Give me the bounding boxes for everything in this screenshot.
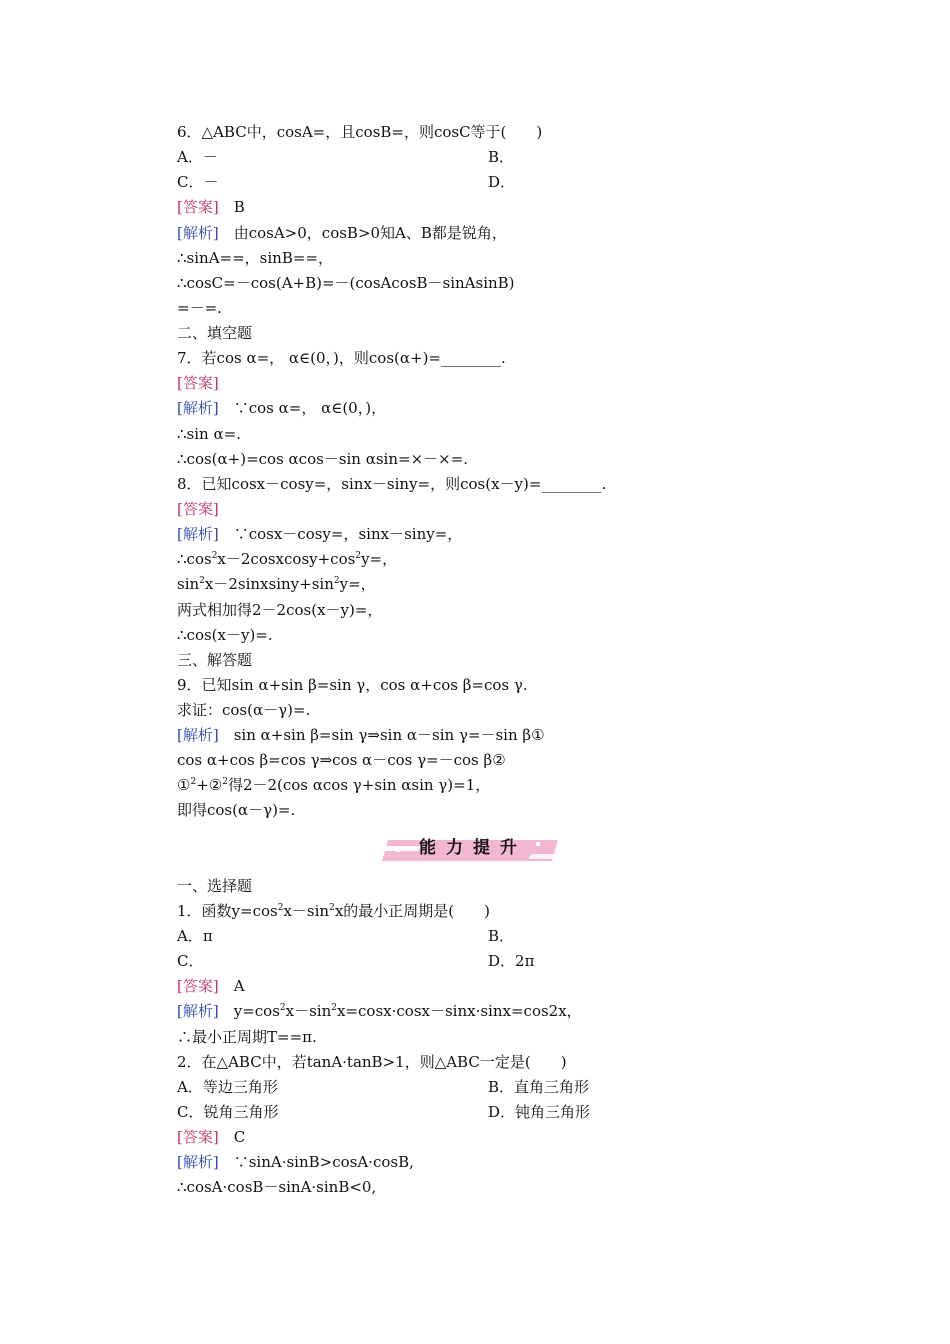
text-part: x－sin bbox=[285, 1002, 332, 1020]
analysis-line bbox=[177, 223, 507, 243]
section-banner bbox=[382, 834, 564, 864]
analysis-text: ∵sinA·sinB>cosA·cosB, bbox=[218, 1153, 414, 1171]
text-line: =－=. bbox=[177, 299, 222, 317]
section-heading: 三、解答题 bbox=[177, 651, 253, 669]
analysis-line bbox=[177, 398, 386, 418]
section-heading: 一、选择题 bbox=[177, 877, 253, 895]
text-line bbox=[177, 574, 376, 594]
superscript: 2 bbox=[329, 903, 335, 913]
answer-line bbox=[177, 197, 245, 217]
text-line: ∴cos(α+)=cos αcos－sin αsin=×－×=. bbox=[177, 450, 469, 468]
question-8: 8．已知cosx－cosy=，sinx－siny=，则cos(x－y)=________. bbox=[177, 475, 607, 493]
analysis-tag: [解析] bbox=[177, 224, 219, 242]
superscript: 2 bbox=[277, 903, 284, 913]
text-line: ∴cosA·cosB－sinA·sinB<0, bbox=[177, 1178, 377, 1196]
analysis-text: ∵cos α=， α∈(0，)， bbox=[218, 399, 387, 417]
text-part: ① bbox=[177, 776, 191, 794]
analysis-text: ∵cosx－cosy=，sinx－siny=， bbox=[218, 525, 463, 543]
text-line: ∴sinA==，sinB==， bbox=[177, 249, 333, 267]
text-part: 1．函数y=cos bbox=[177, 902, 278, 920]
option-c: C．锐角三角形 bbox=[177, 1103, 279, 1121]
text-line: cos α+cos β=cos γ⇒cos α－cos γ=－cos β② bbox=[177, 751, 506, 769]
option-b: B． bbox=[488, 927, 515, 945]
text-line: ∴sin α=. bbox=[177, 425, 241, 443]
text-part: 得2－2(cos αcos γ+sin αsin γ)=1， bbox=[227, 776, 491, 794]
text-line: ∴cos(x－y)=. bbox=[177, 626, 273, 644]
text-part: sin bbox=[177, 575, 200, 593]
question-2: 2．在△ABC中，若tanA·tanB>1，则△ABC一定是( ) bbox=[177, 1053, 567, 1071]
superscript: 2 bbox=[279, 1003, 286, 1013]
question-9: 9．已知sin α+sin β=sin γ，cos α+cos β=cos γ. bbox=[177, 676, 528, 694]
text-part: x－2cosxcosy+cos bbox=[217, 550, 356, 568]
superscript: 2 bbox=[211, 551, 218, 561]
text-line: 两式相加得2－2cos(x－y)=， bbox=[177, 601, 383, 619]
option-c: C． bbox=[177, 952, 204, 970]
text-line: ∴最小正周期T==π. bbox=[177, 1028, 317, 1046]
answer-line bbox=[177, 976, 245, 996]
superscript: 2 bbox=[199, 576, 205, 586]
text-part: y=， bbox=[361, 550, 398, 568]
superscript: 2 bbox=[355, 551, 362, 561]
text-part: x－sin bbox=[283, 902, 330, 920]
option-a: A．－ bbox=[177, 148, 218, 166]
analysis-tag: [解析] bbox=[177, 399, 219, 417]
answer-tag: [答案] bbox=[177, 500, 219, 518]
text-part: x－2sinxsiny+sin bbox=[204, 575, 334, 593]
analysis-tag: [解析] bbox=[177, 726, 219, 744]
option-b: B．直角三角形 bbox=[488, 1078, 590, 1096]
superscript: 2 bbox=[190, 777, 197, 787]
option-b: B． bbox=[488, 148, 515, 166]
answer-value: A bbox=[218, 977, 245, 995]
text-line bbox=[177, 775, 490, 795]
section-heading: 二、填空题 bbox=[177, 324, 253, 342]
text-line: ∴cosC=－cos(A+B)=－(cosAcosB－sinAsinB) bbox=[177, 274, 515, 292]
option-d: D．2π bbox=[488, 952, 535, 970]
text-part: x的最小正周期是( ) bbox=[334, 902, 490, 920]
option-c: C．－ bbox=[177, 173, 219, 191]
answer-line bbox=[177, 1127, 245, 1147]
answer-value: C bbox=[218, 1128, 246, 1146]
answer-tag: [答案] bbox=[177, 374, 219, 392]
superscript: 2 bbox=[331, 1003, 337, 1013]
answer-line bbox=[177, 373, 219, 393]
analysis-tag: [解析] bbox=[177, 1002, 219, 1020]
answer-line bbox=[177, 499, 219, 519]
analysis-text: 由cosA>0，cosB>0知A、B都是锐角， bbox=[218, 224, 507, 242]
analysis-text: sin α+sin β=sin γ⇒sin α－sin γ=－sin β① bbox=[218, 726, 545, 744]
analysis-line bbox=[177, 1152, 414, 1172]
text-part: +② bbox=[196, 776, 223, 794]
analysis-line bbox=[177, 725, 545, 745]
option-d: D． bbox=[488, 173, 516, 191]
text-line: 求证：cos(α－γ)=. bbox=[177, 701, 311, 719]
banner-title: 能力提升 bbox=[419, 838, 527, 858]
question-6: 6．△ABC中，cosA=，且cosB=，则cosC等于( ) bbox=[177, 123, 543, 141]
superscript: 2 bbox=[222, 777, 228, 787]
text-part: y=cos bbox=[218, 1002, 280, 1020]
text-part: ∴cos bbox=[177, 550, 212, 568]
text-part: y=， bbox=[339, 575, 376, 593]
analysis-line bbox=[177, 524, 462, 544]
superscript: 2 bbox=[333, 576, 340, 586]
analysis-tag: [解析] bbox=[177, 1153, 219, 1171]
analysis-line bbox=[177, 1001, 582, 1021]
option-a: A．π bbox=[177, 927, 213, 945]
answer-tag: [答案] bbox=[177, 977, 219, 995]
option-d: D．钝角三角形 bbox=[488, 1103, 591, 1121]
option-a: A．等边三角形 bbox=[177, 1078, 278, 1096]
question-1 bbox=[177, 901, 490, 921]
answer-tag: [答案] bbox=[177, 198, 219, 216]
answer-value: B bbox=[218, 198, 245, 216]
text-line bbox=[177, 549, 397, 569]
answer-tag: [答案] bbox=[177, 1128, 219, 1146]
question-7: 7．若cos α=， α∈(0，)，则cos(α+)=________. bbox=[177, 349, 506, 367]
text-line: 即得cos(α－γ)=. bbox=[177, 801, 296, 819]
analysis-tag: [解析] bbox=[177, 525, 219, 543]
text-part: x=cosx·cosx－sinx·sinx=cos2x， bbox=[337, 1002, 582, 1020]
